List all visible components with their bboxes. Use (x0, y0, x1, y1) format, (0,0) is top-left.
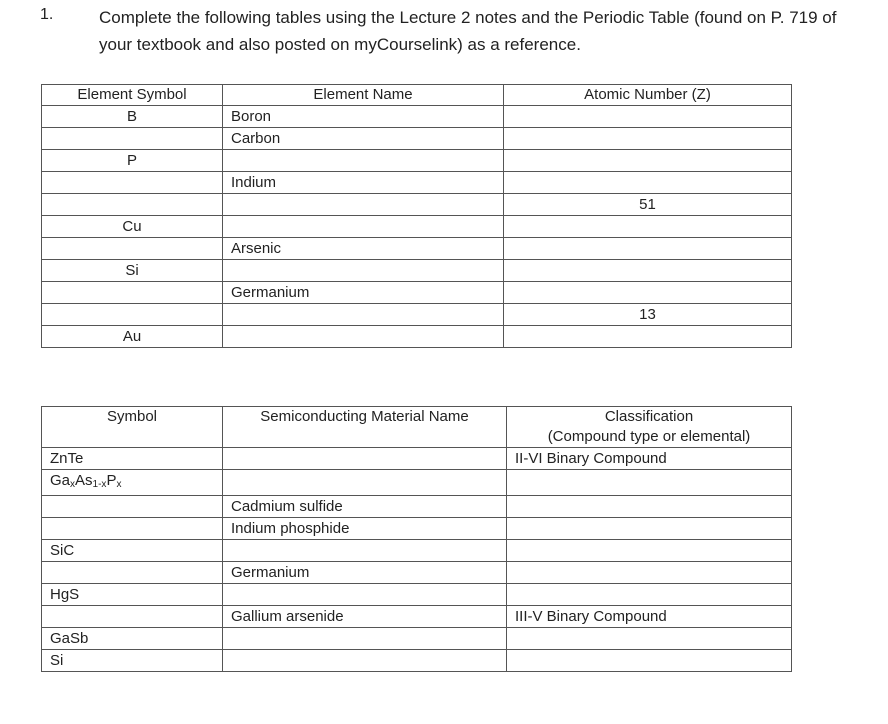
table-header-row (42, 407, 792, 448)
table-row (42, 448, 792, 470)
table-cell (507, 496, 792, 518)
table-cell (223, 260, 504, 282)
table-cell: II-VI Binary Compound (507, 448, 792, 470)
formula-ga: Ga (50, 472, 71, 489)
table-cell (507, 470, 792, 496)
table-cell: Cu (42, 216, 223, 238)
table-row (42, 470, 792, 496)
table-cell: HgS (42, 584, 223, 606)
question-number: 1. (40, 6, 54, 23)
table-row (42, 194, 792, 216)
table-row (42, 584, 792, 606)
table-cell (504, 150, 792, 172)
table-cell: Cadmium sulfide (223, 496, 507, 518)
table-row (42, 628, 792, 650)
table-cell: 13 (504, 304, 792, 326)
header-material-name: Semiconducting Material Name (223, 407, 507, 448)
table-cell (507, 584, 792, 606)
table-cell: Carbon (223, 128, 504, 150)
table-cell (223, 650, 507, 672)
table-cell (42, 562, 223, 584)
table-cell (223, 216, 504, 238)
table-cell (507, 518, 792, 540)
table-cell: Indium phosphide (223, 518, 507, 540)
table-row (42, 562, 792, 584)
table-row (42, 128, 792, 150)
table-cell (504, 172, 792, 194)
table-row (42, 172, 792, 194)
table-cell: Gallium arsenide (223, 606, 507, 628)
table-cell: Arsenic (223, 238, 504, 260)
element-table-body (42, 106, 792, 348)
table-row (42, 540, 792, 562)
table-cell: Germanium (223, 282, 504, 304)
table-cell (42, 304, 223, 326)
table-cell: ZnTe (42, 448, 223, 470)
formula-p: P (106, 472, 117, 489)
table-cell (504, 238, 792, 260)
table-row (42, 304, 792, 326)
table-row (42, 106, 792, 128)
table-cell (42, 172, 223, 194)
table-cell (504, 216, 792, 238)
table-row (42, 260, 792, 282)
formula-sub-x: x (70, 479, 76, 490)
table-cell (504, 260, 792, 282)
table-cell (42, 518, 223, 540)
table-row (42, 606, 792, 628)
table-cell: GaSb (42, 628, 223, 650)
table-row (42, 496, 792, 518)
table-cell (223, 150, 504, 172)
table-cell: Au (42, 326, 223, 348)
table-cell (42, 496, 223, 518)
table-cell (223, 194, 504, 216)
table-row (42, 650, 792, 672)
table-cell: Si (42, 260, 223, 282)
formula-sub-1-x: 1-x (92, 479, 107, 490)
table-cell: B (42, 106, 223, 128)
table-cell (42, 282, 223, 304)
table-cell (42, 238, 223, 260)
header-element-symbol: Element Symbol (42, 85, 223, 106)
table-cell: Indium (223, 172, 504, 194)
table-row (42, 150, 792, 172)
formula-as: As (75, 472, 93, 489)
table-cell (223, 448, 507, 470)
table-cell: P (42, 150, 223, 172)
formula-sub-x: x (116, 479, 122, 490)
header-atomic-number: Atomic Number (Z) (504, 85, 792, 106)
table-header-row (42, 85, 792, 106)
table-cell (504, 326, 792, 348)
table-cell (42, 194, 223, 216)
element-table (41, 84, 792, 348)
table-cell (504, 282, 792, 304)
table-cell (223, 628, 507, 650)
header-classification (507, 407, 792, 448)
table-cell: Boron (223, 106, 504, 128)
table-cell (507, 650, 792, 672)
table-row (42, 326, 792, 348)
table-cell (507, 562, 792, 584)
table-row (42, 238, 792, 260)
question-text: Complete the following tables using the Lecture 2 notes and the Periodic Table (found on P. 719 of your textbook and also posted on myCourselink) as a reference. (99, 8, 837, 54)
table-cell (42, 128, 223, 150)
table-cell (223, 304, 504, 326)
table-cell (504, 128, 792, 150)
table-cell: Si (42, 650, 223, 672)
table-cell: Germanium (223, 562, 507, 584)
table-cell (507, 540, 792, 562)
material-table-body (42, 448, 792, 672)
header-classification-subtitle: (Compound type or elemental) (547, 428, 751, 445)
table-row (42, 216, 792, 238)
table-cell (42, 606, 223, 628)
table-cell (504, 106, 792, 128)
header-element-name: Element Name (223, 85, 504, 106)
table-cell: III-V Binary Compound (507, 606, 792, 628)
table-cell (223, 470, 507, 496)
table-cell (223, 326, 504, 348)
table-cell: 51 (504, 194, 792, 216)
material-table (41, 406, 792, 672)
table-row (42, 518, 792, 540)
header-classification-title: Classification (604, 408, 694, 425)
table-cell (507, 628, 792, 650)
formula-cell (42, 470, 223, 496)
table-row (42, 282, 792, 304)
header-symbol: Symbol (42, 407, 223, 448)
table-cell (223, 584, 507, 606)
table-cell (223, 540, 507, 562)
table-cell: SiC (42, 540, 223, 562)
